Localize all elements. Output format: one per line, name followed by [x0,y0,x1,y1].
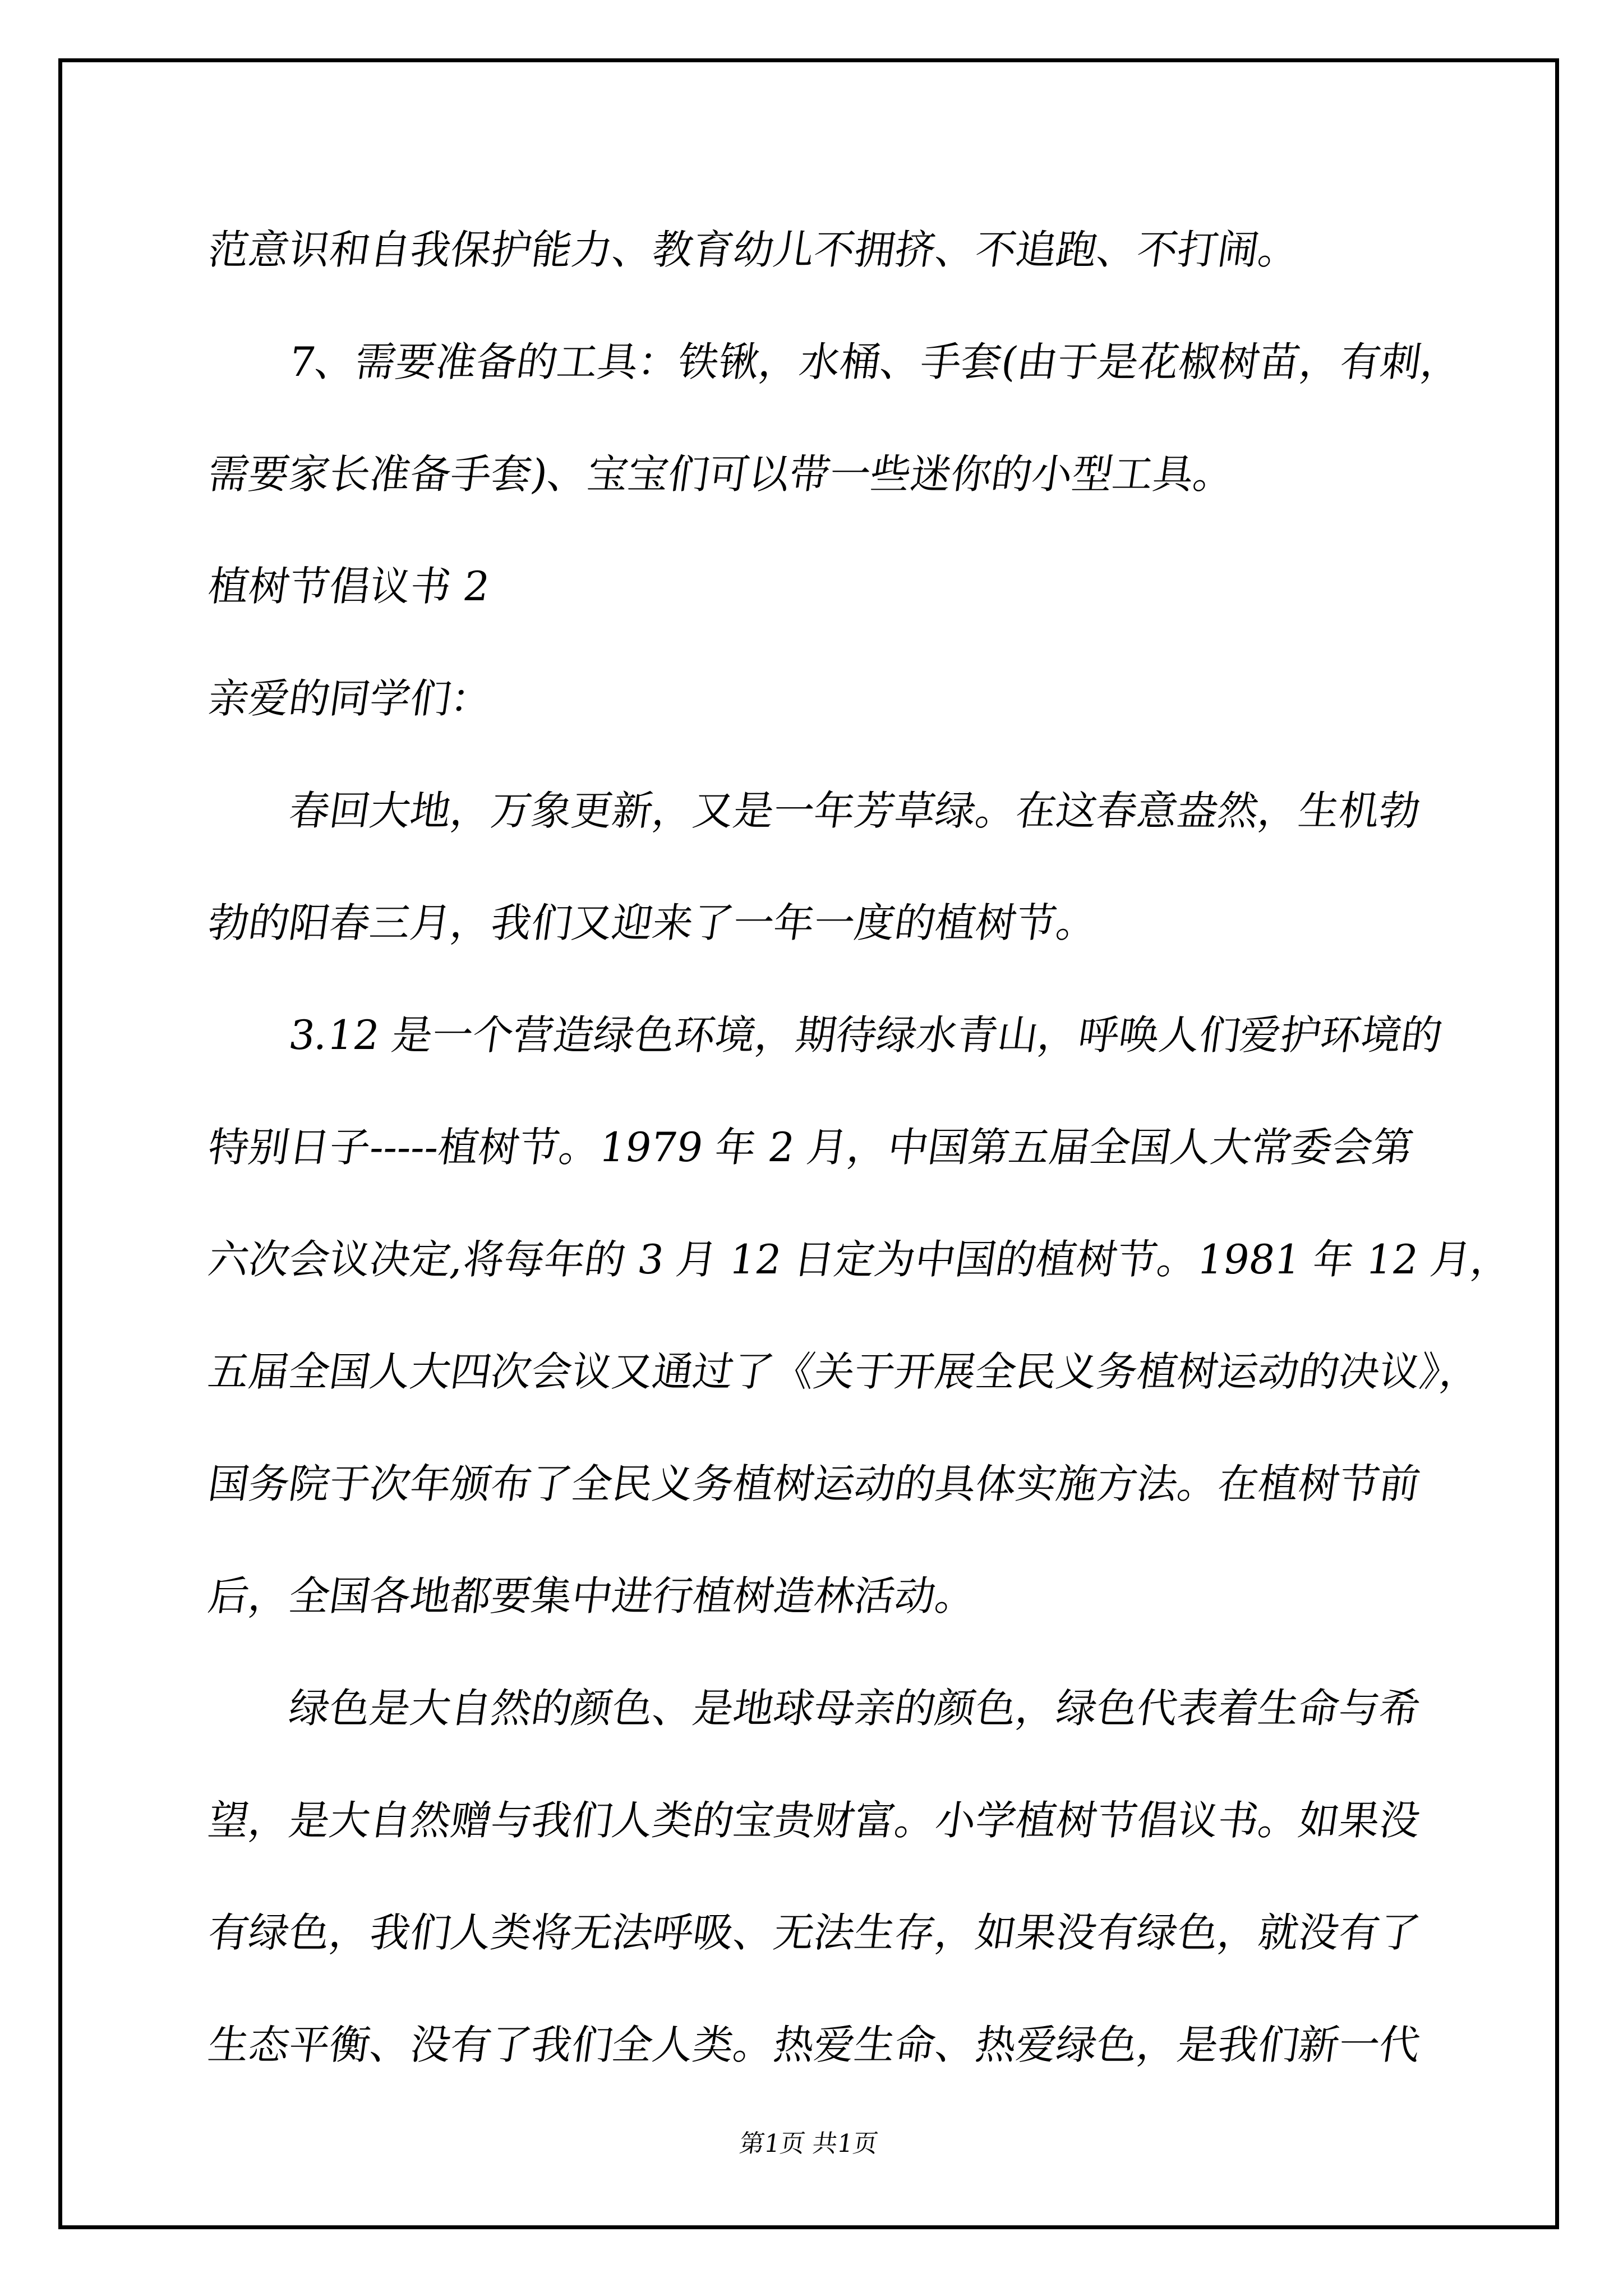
text-line: 望，是大自然赠与我们人类的宝贵财富。小学植树节倡议书。如果没 [205,1797,1423,1844]
text-line: 五届全国人大四次会议又通过了《关于开展全民义务植树运动的决议》， [205,1348,1484,1395]
text-line: 特别日子-----植树节。1979 年 2 月，中国第五届全国人大常委会第 [205,1124,1417,1171]
document-body [201,194,1515,2101]
text-line: 国务院于次年颁布了全民义务植树运动的具体实施方法。在植树节前 [205,1460,1423,1507]
page-footer: 第1页 共1页 [737,2129,880,2158]
text-line: 后，全国各地都要集中进行植树造林活动。 [205,1572,979,1619]
text-line: 7、需要准备的工具：铁锹，水桶、手套(由于是花椒树苗，有刺， [205,338,1465,385]
salutation-line: 亲爱的同学们： [205,675,495,722]
text-line: 3.12 是一个营造绿色环境，期待绿水青山，呼唤人们爱护环境的 [205,1011,1446,1059]
text-line: 勃的阳春三月，我们又迎来了一年一度的植树节。 [205,899,1100,946]
text-line: 六次会议决定,将每年的 3 月 12 日定为中国的植树节。1981 年 12 月， [205,1236,1515,1283]
text-line: 绿色是大自然的颜色、是地球母亲的颜色，绿色代表着生命与希 [205,1685,1423,1732]
text-line: 生态平衡、没有了我们全人类。热爱生命、热爱绿色，是我们新一代 [205,2021,1423,2068]
text-line: 需要家长准备手套)、宝宝们可以带一些迷你的小型工具。 [205,450,1238,498]
section-heading: 植树节倡议书 2 [205,563,493,610]
text-line: 春回大地，万象更新，又是一年芳草绿。在这春意盎然，生机勃 [205,787,1423,834]
text-line: 有绿色，我们人类将无法呼吸、无法生存，如果没有绿色，就没有了 [205,1909,1423,1956]
text-line: 范意识和自我保护能力、教育幼儿不拥挤、不追跑、不打闹。 [205,226,1302,273]
